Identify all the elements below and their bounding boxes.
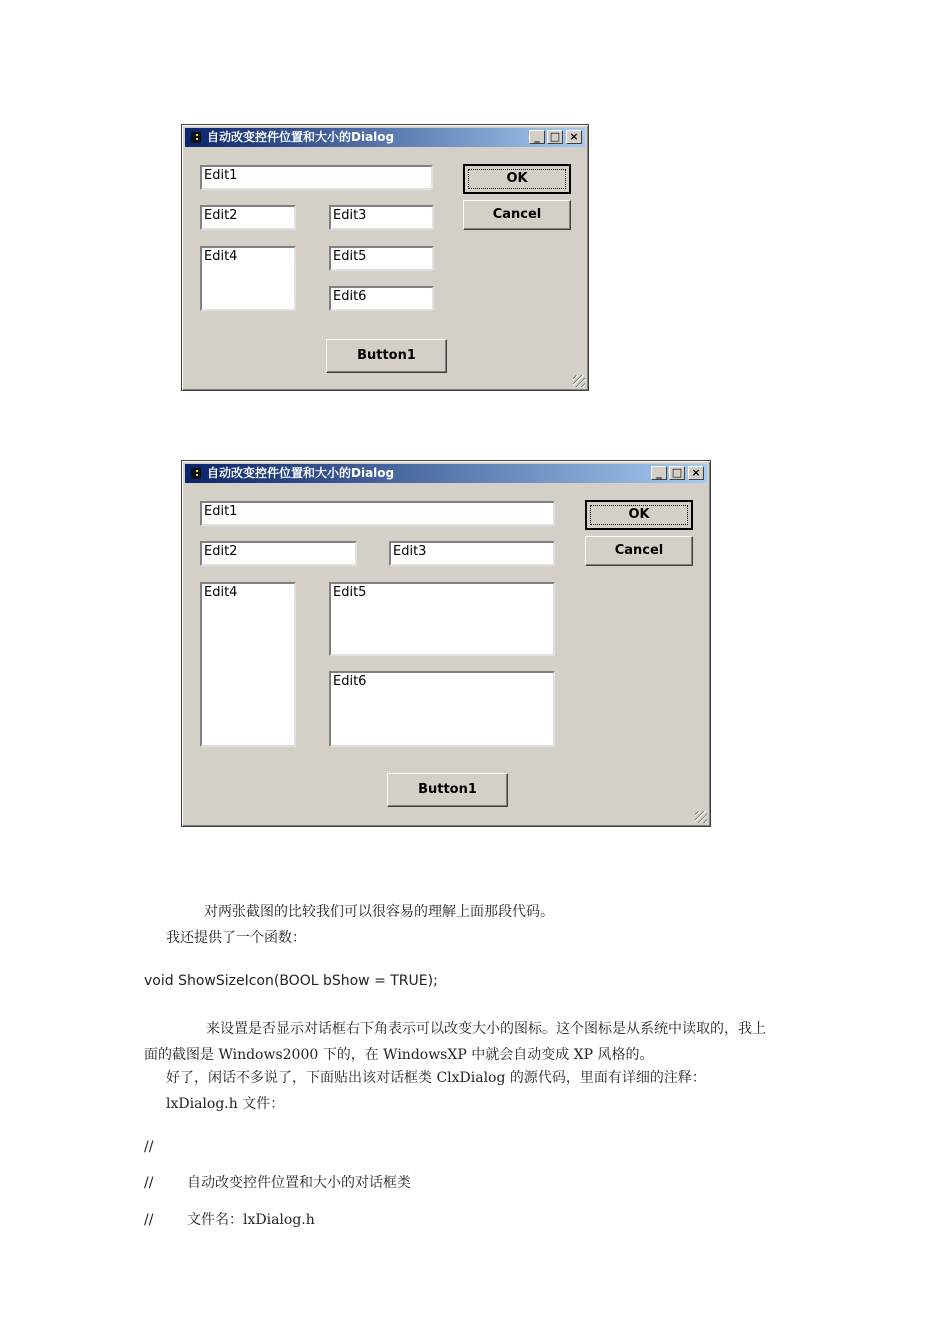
- paragraph-compare: 对两张截图的比较我们可以很容易的理解上面那段代码。: [204, 904, 554, 920]
- code-comment-line1: //: [144, 1139, 154, 1155]
- edit4-field[interactable]: Edit4: [200, 246, 296, 311]
- size-grip-icon[interactable]: [695, 811, 707, 823]
- paragraph-size-icon-line1: 来设置是否显示对话框右下角表示可以改变大小的图标。这个图标是从系统中读取的，我上: [206, 1021, 766, 1037]
- dialog-window-small: [181, 124, 589, 391]
- edit2-field[interactable]: Edit2: [200, 205, 296, 230]
- close-button[interactable]: ×: [566, 130, 582, 144]
- code-showsizeicon: void ShowSizeIcon(BOOL bShow = TRUE);: [144, 973, 438, 989]
- button1[interactable]: Button1: [326, 339, 447, 373]
- edit6-field[interactable]: Edit6: [329, 286, 434, 311]
- window-title: 自动改变控件位置和大小的Dialog: [207, 466, 395, 480]
- maximize-button[interactable]: □: [669, 466, 685, 480]
- paragraph-filename: lxDialog.h 文件：: [166, 1096, 285, 1112]
- edit1-field[interactable]: Edit1: [200, 501, 555, 526]
- size-grip-icon[interactable]: [573, 375, 585, 387]
- paragraph-source-intro: 好了，闲话不多说了，下面贴出该对话框类 ClxDialog 的源代码，里面有详细的注释：: [166, 1070, 706, 1086]
- maximize-button[interactable]: □: [547, 130, 563, 144]
- ok-button[interactable]: OK: [585, 500, 693, 530]
- code-comment-text2: 自动改变控件位置和大小的对话框类: [187, 1175, 411, 1191]
- paragraph-size-icon-line2: 面的截图是 Windows2000 下的，在 WindowsXP 中就会自动变成 XP 风格的。: [144, 1047, 654, 1063]
- edit4-field[interactable]: Edit4: [200, 582, 296, 747]
- app-icon[interactable]: [191, 468, 201, 479]
- paragraph-function-intro: 我还提供了一个函数：: [166, 930, 306, 946]
- code-comment-slash2: //: [144, 1175, 154, 1191]
- dialog-window-large: [181, 460, 711, 827]
- minimize-button[interactable]: _: [651, 466, 667, 480]
- edit5-field[interactable]: Edit5: [329, 582, 555, 656]
- edit1-field[interactable]: Edit1: [200, 165, 433, 190]
- ok-button[interactable]: OK: [463, 164, 571, 194]
- edit3-field[interactable]: Edit3: [329, 205, 434, 230]
- app-icon[interactable]: [191, 132, 201, 143]
- close-button[interactable]: ×: [688, 466, 704, 480]
- edit6-field[interactable]: Edit6: [329, 671, 555, 747]
- code-comment-text3: 文件名：lxDialog.h: [187, 1212, 315, 1228]
- cancel-button[interactable]: Cancel: [585, 536, 693, 566]
- edit3-field[interactable]: Edit3: [389, 541, 555, 566]
- button1[interactable]: Button1: [387, 773, 508, 807]
- minimize-button[interactable]: _: [529, 130, 545, 144]
- cancel-button[interactable]: Cancel: [463, 200, 571, 230]
- title-bar[interactable]: [185, 128, 585, 147]
- title-bar[interactable]: [185, 464, 707, 483]
- window-title: 自动改变控件位置和大小的Dialog: [207, 130, 395, 144]
- code-comment-slash3: //: [144, 1212, 154, 1228]
- edit5-field[interactable]: Edit5: [329, 246, 434, 271]
- edit2-field[interactable]: Edit2: [200, 541, 357, 566]
